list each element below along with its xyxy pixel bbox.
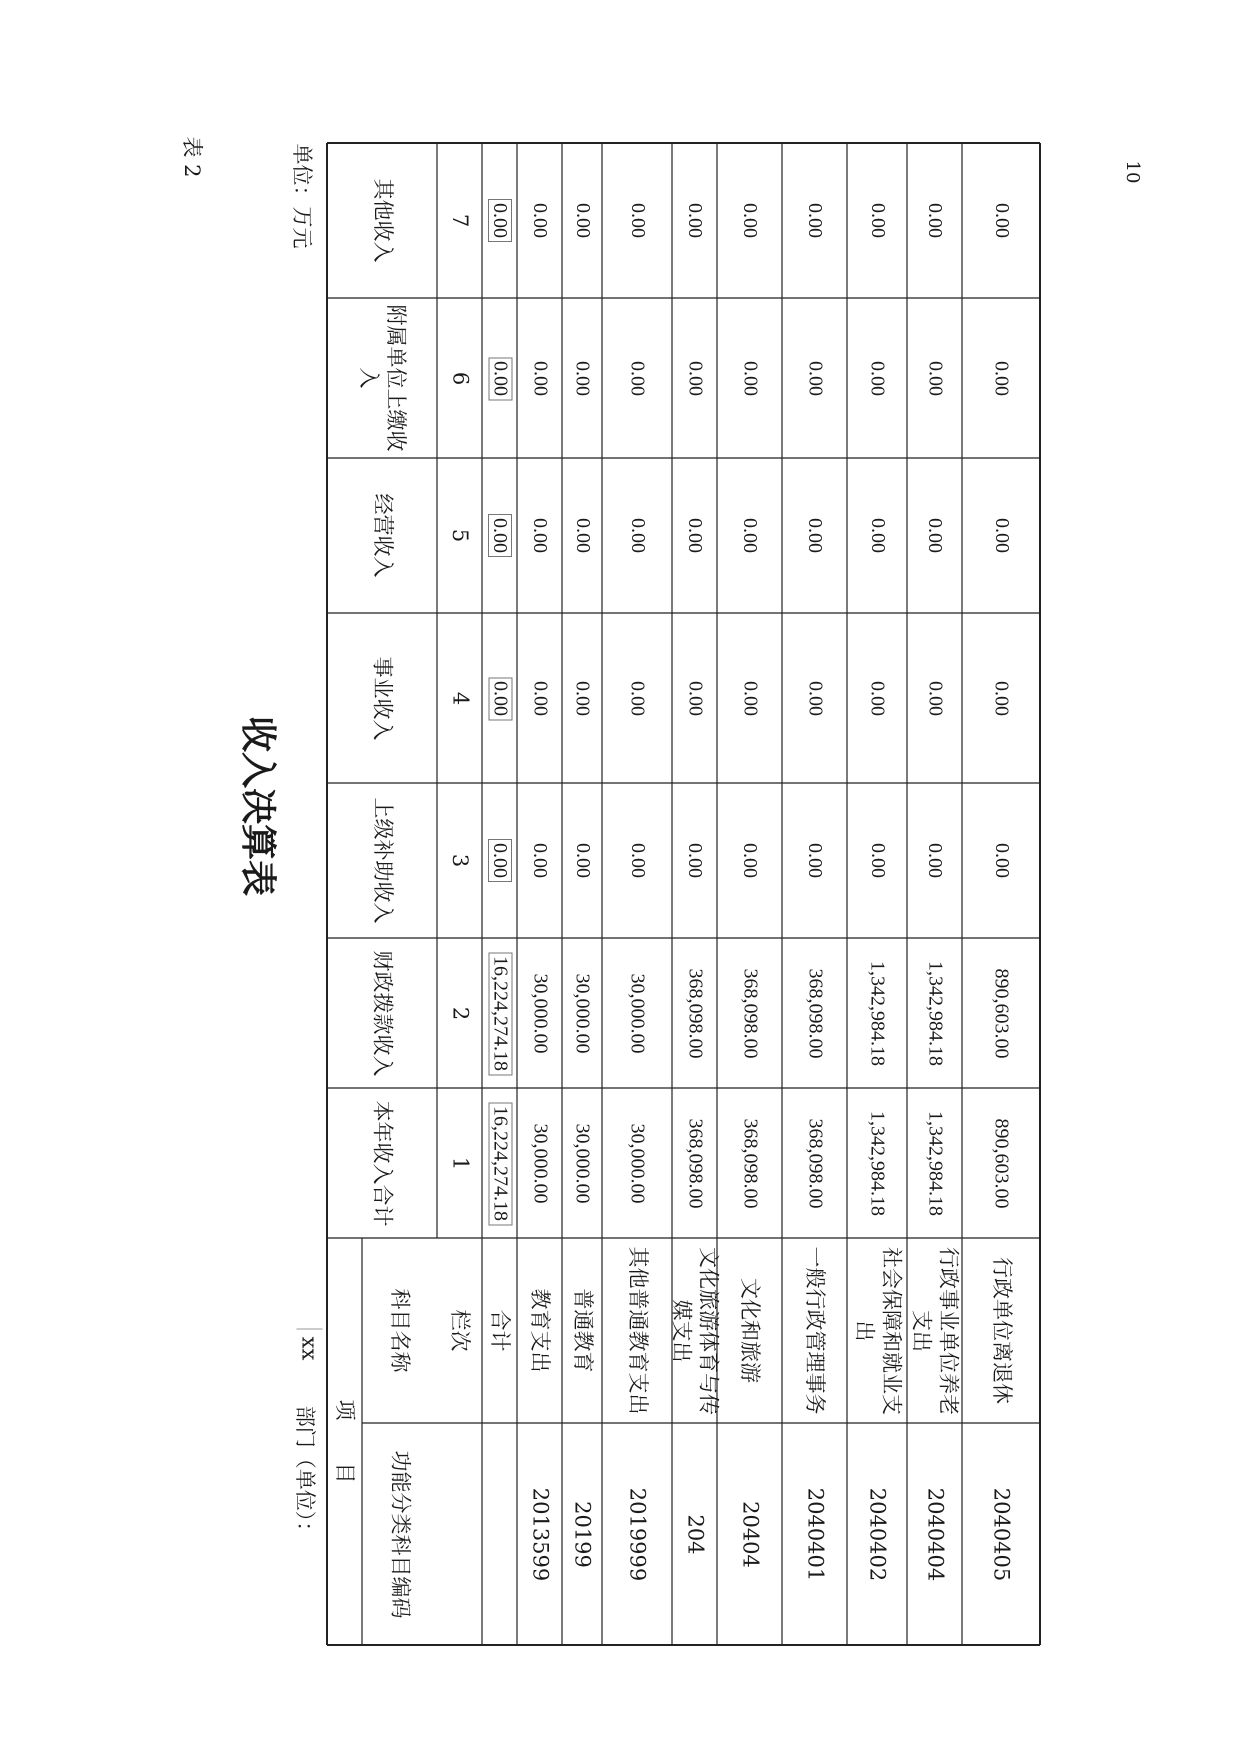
row-value: 0.00 (626, 680, 649, 716)
row-value: 0.00 (529, 843, 551, 878)
row-value: 0.00 (571, 680, 594, 716)
row-code: 20199 (570, 1500, 595, 1568)
row-value: 0.00 (924, 203, 946, 238)
row-value: 16,224,274.18 (482, 1088, 517, 1238)
code-header: 功能分类科目编码 (388, 1450, 412, 1618)
row-value: 1,342,984.18 (866, 960, 889, 1066)
row-value: 0.00 (571, 843, 594, 878)
row-code: 2040405 (989, 1487, 1014, 1581)
row-value: 0.00 (684, 843, 706, 878)
row-value: 0.00 (571, 360, 594, 396)
table-number: 表 2 (180, 136, 204, 178)
row-value: 0.00 (990, 680, 1013, 716)
row-value: 0.00 (990, 203, 1013, 238)
row-value: 0.00 (924, 518, 946, 553)
row-value: 0.00 (482, 458, 517, 613)
row-value: 0.00 (804, 360, 826, 396)
row-value: 0.00 (924, 680, 946, 716)
row-value: 0.00 (626, 843, 649, 878)
column-header: 其他收入 (370, 178, 395, 263)
column-number: 5 (448, 528, 472, 543)
column-number: 3 (448, 853, 472, 868)
column-number: 2 (448, 1006, 472, 1020)
department-label: 部门（单位）： (293, 1405, 317, 1543)
row-value: 0.00 (529, 680, 551, 716)
row-value: 890,603.00 (990, 968, 1013, 1058)
row-name: 文化和旅游 (738, 1278, 762, 1383)
row-value: 1,342,984.18 (924, 960, 946, 1066)
row-value: 368,098.00 (804, 1118, 826, 1208)
row-value: 0.00 (804, 843, 826, 878)
column-header: 经营收入 (370, 493, 395, 578)
name-header: 科目名称 (388, 1288, 412, 1373)
row-value: 0.00 (529, 518, 551, 553)
row-value: 0.00 (739, 518, 761, 553)
row-value: 368,098.00 (739, 1118, 761, 1208)
department-value[interactable]: xx (297, 1329, 323, 1368)
row-value: 0.00 (990, 843, 1013, 878)
row-code: 204 (683, 1513, 707, 1555)
column-number: 7 (448, 213, 472, 228)
column-row-label: 栏次 (448, 1309, 472, 1352)
page-title: 收入决算表 (237, 716, 278, 897)
row-value: 1,342,984.18 (924, 1110, 946, 1216)
row-value: 0.00 (866, 360, 889, 396)
row-value: 0.00 (529, 360, 551, 396)
row-value: 0.00 (990, 360, 1013, 396)
row-value: 0.00 (804, 518, 826, 553)
row-name: 普通教育 (570, 1288, 595, 1373)
row-value: 0.00 (739, 843, 761, 878)
row-value: 30,000.00 (571, 973, 594, 1053)
row-name: 社会保障和就业支出 (852, 1246, 903, 1415)
row-value: 16,224,274.18 (482, 938, 517, 1088)
row-value: 0.00 (866, 518, 889, 553)
column-header: 本年收入合计 (370, 1100, 395, 1226)
column-header: 附属单位上缴收入 (357, 304, 408, 452)
row-value: 0.00 (482, 613, 517, 783)
unit-label: 单位：万元 (290, 143, 314, 249)
row-value: 0.00 (571, 518, 594, 553)
row-value: 0.00 (866, 203, 889, 238)
row-value: 368,098.00 (684, 968, 706, 1058)
row-value: 0.00 (866, 680, 889, 716)
row-code: 2013599 (528, 1487, 552, 1581)
row-value: 0.00 (626, 360, 649, 396)
row-value: 0.00 (571, 203, 594, 238)
row-value: 0.00 (804, 680, 826, 716)
page-number: 10 (1122, 160, 1143, 184)
row-value: 0.00 (739, 360, 761, 396)
row-code: 2040402 (865, 1487, 890, 1581)
row-value: 0.00 (684, 360, 706, 396)
row-value: 890,603.00 (990, 1118, 1013, 1208)
row-name: 行政单位离退休 (989, 1257, 1014, 1404)
row-value: 368,098.00 (739, 968, 761, 1058)
row-value: 1,342,984.18 (866, 1110, 889, 1216)
row-value: 30,000.00 (529, 973, 551, 1053)
row-code: 20404 (738, 1500, 762, 1568)
row-name: 教育支出 (528, 1288, 552, 1373)
row-name: 文化旅游体育与传媒支出 (669, 1246, 721, 1415)
row-name: 行政事业单位养老支出 (909, 1246, 961, 1415)
row-value: 368,098.00 (804, 968, 826, 1058)
income-statement-table (327, 143, 1040, 1645)
row-value: 0.00 (924, 843, 946, 878)
row-code: 2019999 (625, 1487, 650, 1581)
row-name: 一般行政管理事务 (803, 1246, 827, 1415)
row-value: 0.00 (684, 680, 706, 716)
row-value: 0.00 (924, 360, 946, 396)
column-number: 1 (448, 1156, 472, 1170)
row-value: 30,000.00 (626, 973, 649, 1053)
column-header: 上级补助收入 (370, 797, 395, 924)
row-code: 2040404 (923, 1487, 947, 1581)
row-value: 0.00 (482, 143, 517, 298)
row-value: 0.00 (990, 518, 1013, 553)
row-name: 其他普通教育支出 (625, 1246, 650, 1415)
column-number: 6 (448, 371, 472, 385)
row-value: 0.00 (739, 680, 761, 716)
row-value: 0.00 (684, 203, 706, 238)
column-header: 财政拨款收入 (370, 950, 395, 1076)
row-value: 0.00 (739, 203, 761, 238)
row-value: 0.00 (482, 783, 517, 938)
row-value: 0.00 (529, 203, 551, 238)
row-value: 0.00 (684, 518, 706, 553)
column-header: 事业收入 (370, 656, 395, 740)
row-name: 合计 (488, 1309, 512, 1352)
row-code: 2040401 (803, 1487, 827, 1581)
column-number: 4 (448, 691, 472, 705)
project-header: 项 目 (333, 1399, 357, 1484)
row-value: 0.00 (804, 203, 826, 238)
row-value: 368,098.00 (684, 1118, 706, 1208)
row-value: 0.00 (626, 203, 649, 238)
row-value: 30,000.00 (571, 1123, 594, 1203)
row-value: 0.00 (482, 298, 517, 458)
row-value: 30,000.00 (626, 1123, 649, 1203)
row-value: 30,000.00 (529, 1123, 551, 1203)
row-value: 0.00 (626, 518, 649, 553)
row-code (482, 1423, 517, 1645)
row-value: 0.00 (866, 843, 889, 878)
